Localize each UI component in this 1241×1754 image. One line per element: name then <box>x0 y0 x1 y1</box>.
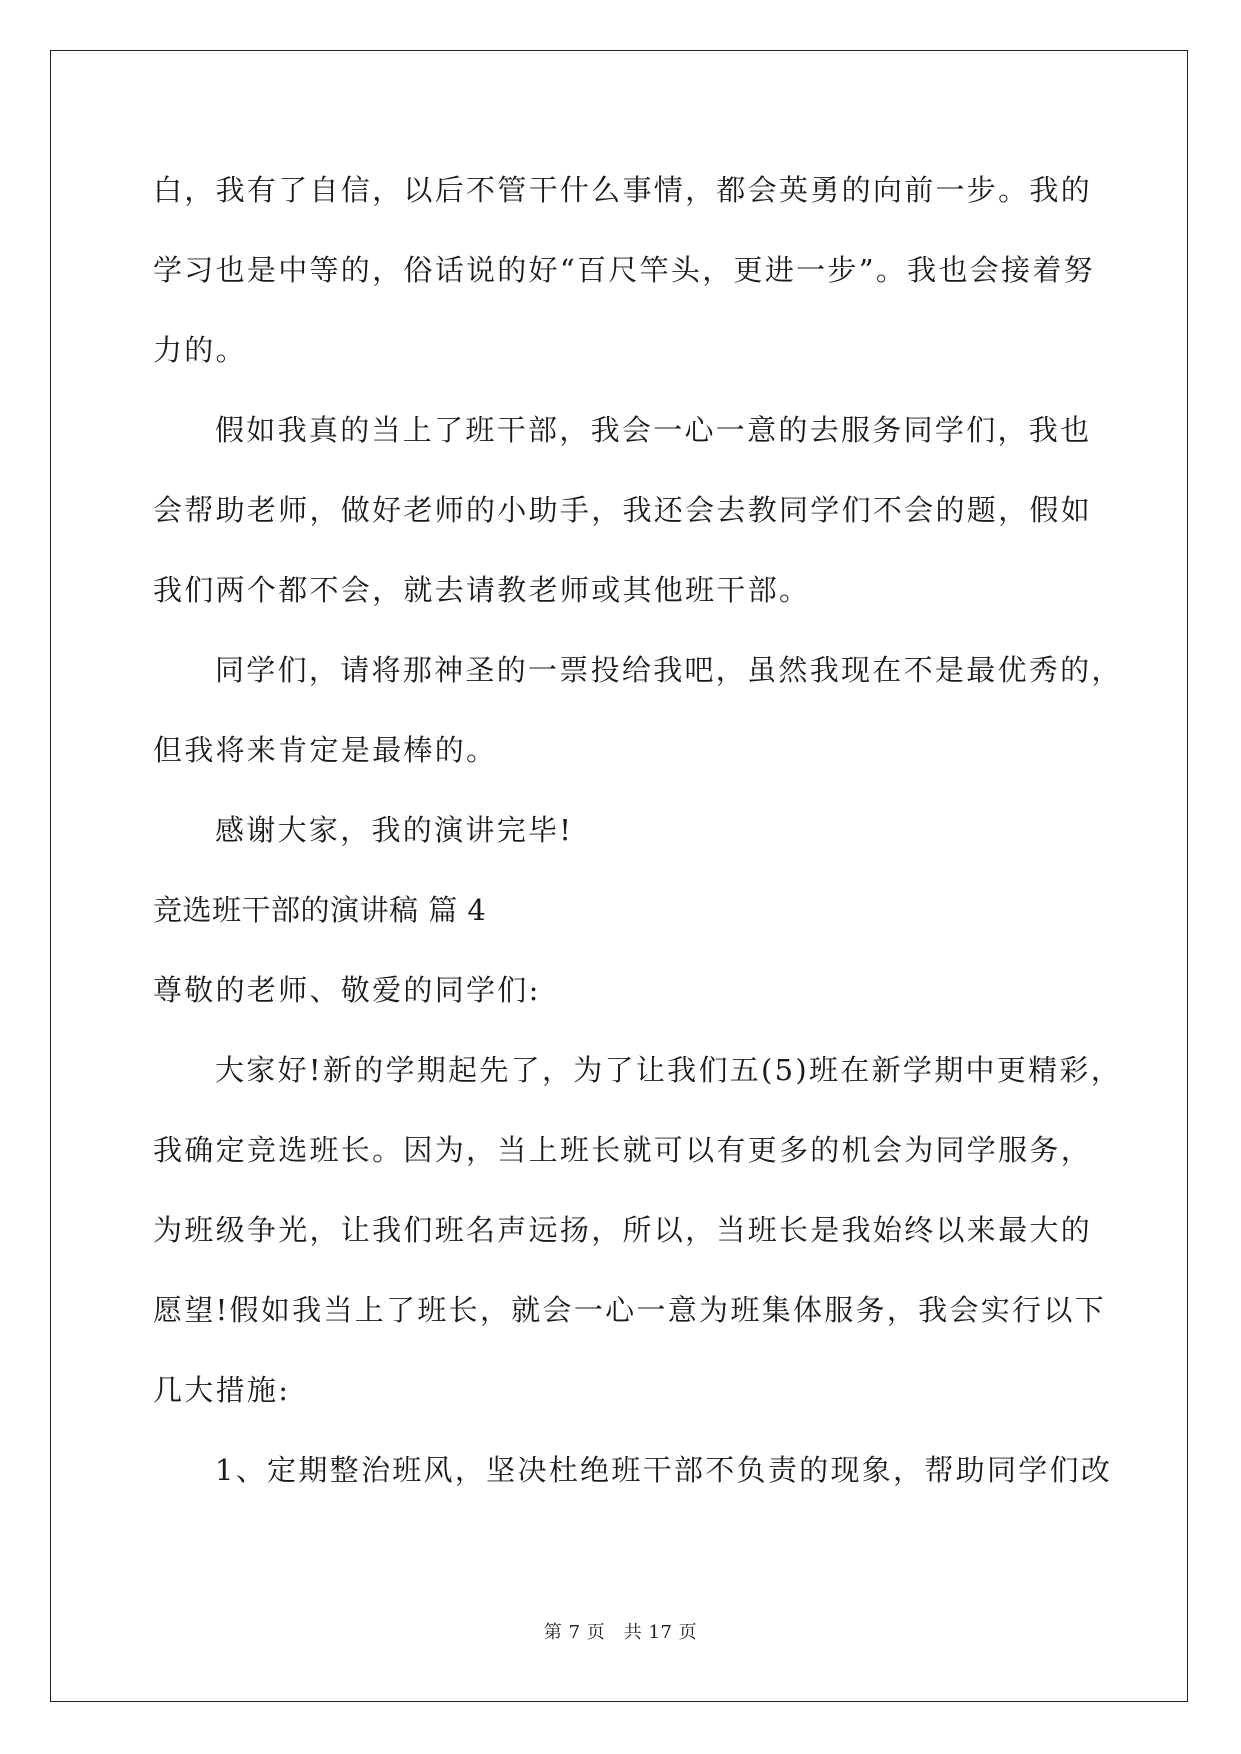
section-heading: 竞选班干部的演讲稿 篇 4 <box>153 893 487 927</box>
text-line: 几大措施: <box>153 1373 291 1407</box>
text-line: 但我将来肯定是最棒的。 <box>153 733 498 767</box>
text-line: 我确定竞选班长。因为，当上班长就可以有更多的机会为同学服务， <box>153 1133 1093 1167</box>
paragraph-start-line: 同学们，请将那神圣的一票投给我吧，虽然我现在不是最优秀的， <box>215 653 1123 687</box>
text-line: 为班级争光，让我们班名声远扬，所以，当班长是我始终以来最大的 <box>153 1213 1093 1247</box>
salutation: 尊敬的老师、敬爱的同学们: <box>153 973 541 1007</box>
list-item-line: 1、定期整治班风，坚决杜绝班干部不负责的现象，帮助同学们改 <box>215 1453 1113 1487</box>
text-line: 会帮助老师，做好老师的小助手，我还会去教同学们不会的题，假如 <box>153 493 1093 527</box>
page-number: 第 7 页 共 17 页 <box>543 1622 698 1643</box>
text-line: 力的。 <box>153 333 247 367</box>
paragraph-start-line: 大家好!新的学期起先了，为了让我们五(5)班在新学期中更精彩， <box>215 1053 1123 1087</box>
text-line: 学习也是中等的，俗话说的好“百尺竿头，更进一步”。我也会接着努 <box>153 253 1095 287</box>
text-line: 我们两个都不会，就去请教老师或其他班干部。 <box>153 573 811 607</box>
paragraph-start-line: 假如我真的当上了班干部，我会一心一意的去服务同学们，我也 <box>215 413 1092 447</box>
paragraph-start-line: 感谢大家，我的演讲完毕! <box>215 813 574 847</box>
text-line: 愿望!假如我当上了班长，就会一心一意为班集体服务，我会实行以下 <box>153 1293 1106 1327</box>
text-line: 白，我有了自信，以后不管干什么事情，都会英勇的向前一步。我的 <box>153 173 1093 207</box>
